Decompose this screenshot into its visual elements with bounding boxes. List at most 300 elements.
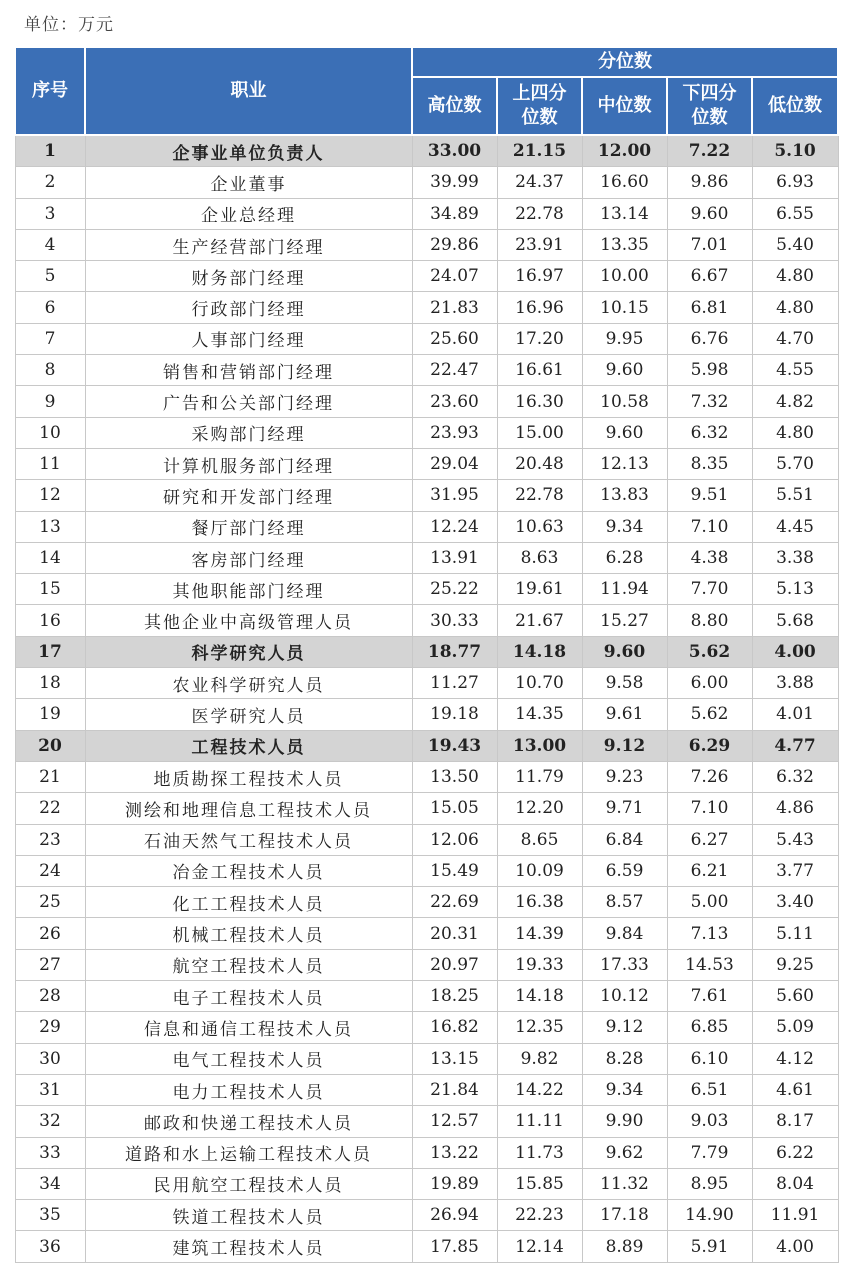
table-row — [15, 1200, 838, 1231]
lower-quartile-cell: 4.38 — [667, 542, 752, 573]
high-cell: 21.84 — [412, 1074, 497, 1105]
low-cell: 3.40 — [752, 887, 838, 918]
lower-quartile-cell: 8.95 — [667, 1168, 752, 1199]
row-index-cell: 25 — [15, 887, 85, 918]
upper-quartile-cell: 15.00 — [497, 417, 582, 448]
row-index-cell: 27 — [15, 949, 85, 980]
row-index-cell: 23 — [15, 824, 85, 855]
median-cell: 13.83 — [582, 480, 667, 511]
unit-label: 单位：万元 — [24, 15, 114, 35]
table-row — [15, 824, 838, 855]
median-cell: 9.60 — [582, 355, 667, 386]
occupation-cell: 化工工程技术人员 — [85, 887, 412, 918]
occupation-cell: 研究和开发部门经理 — [85, 480, 412, 511]
lower-quartile-cell: 6.10 — [667, 1043, 752, 1074]
median-cell: 9.12 — [582, 1012, 667, 1043]
occupation-cell: 客房部门经理 — [85, 542, 412, 573]
row-index-cell: 28 — [15, 981, 85, 1012]
median-cell: 8.28 — [582, 1043, 667, 1074]
median-cell: 9.60 — [582, 636, 667, 667]
low-cell: 4.00 — [752, 1231, 838, 1262]
low-cell: 4.70 — [752, 323, 838, 354]
upper-quartile-cell: 19.33 — [497, 949, 582, 980]
high-cell: 29.04 — [412, 448, 497, 479]
header-upper-quartile-label: 上四分位数 — [512, 83, 567, 128]
row-index-cell: 29 — [15, 1012, 85, 1043]
upper-quartile-cell: 14.18 — [497, 636, 582, 667]
low-cell: 4.12 — [752, 1043, 838, 1074]
median-cell: 10.58 — [582, 386, 667, 417]
row-index-cell: 12 — [15, 480, 85, 511]
median-cell: 9.61 — [582, 699, 667, 730]
lower-quartile-cell: 7.22 — [667, 135, 752, 167]
lower-quartile-cell: 7.13 — [667, 918, 752, 949]
table-row — [15, 1137, 838, 1168]
occupation-cell: 广告和公关部门经理 — [85, 386, 412, 417]
lower-quartile-cell: 9.60 — [667, 198, 752, 229]
occupation-cell: 企业董事 — [85, 167, 412, 198]
upper-quartile-cell: 22.78 — [497, 198, 582, 229]
row-index-cell: 32 — [15, 1106, 85, 1137]
row-index-cell: 16 — [15, 605, 85, 636]
lower-quartile-cell: 6.32 — [667, 417, 752, 448]
low-cell: 5.11 — [752, 918, 838, 949]
upper-quartile-cell: 11.73 — [497, 1137, 582, 1168]
median-cell: 9.60 — [582, 417, 667, 448]
occupation-cell: 机械工程技术人员 — [85, 918, 412, 949]
median-cell: 9.23 — [582, 761, 667, 792]
median-cell: 9.90 — [582, 1106, 667, 1137]
high-cell: 19.43 — [412, 730, 497, 761]
row-index-cell: 8 — [15, 355, 85, 386]
low-cell: 8.17 — [752, 1106, 838, 1137]
table-row — [15, 355, 838, 386]
lower-quartile-cell: 7.10 — [667, 511, 752, 542]
occupation-cell: 电力工程技术人员 — [85, 1074, 412, 1105]
table-row — [15, 1168, 838, 1199]
median-cell: 17.18 — [582, 1200, 667, 1231]
upper-quartile-cell: 16.30 — [497, 386, 582, 417]
low-cell: 5.51 — [752, 480, 838, 511]
table-body — [15, 135, 838, 1262]
median-cell: 12.13 — [582, 448, 667, 479]
high-cell: 23.93 — [412, 417, 497, 448]
upper-quartile-cell: 13.00 — [497, 730, 582, 761]
median-cell: 9.95 — [582, 323, 667, 354]
high-cell: 12.57 — [412, 1106, 497, 1137]
row-index-cell: 3 — [15, 198, 85, 229]
occupation-cell: 铁道工程技术人员 — [85, 1200, 412, 1231]
row-index-cell: 11 — [15, 448, 85, 479]
low-cell: 5.43 — [752, 824, 838, 855]
table-row — [15, 1043, 838, 1074]
low-cell: 4.00 — [752, 636, 838, 667]
table-row-category — [15, 730, 838, 761]
occupation-cell: 工程技术人员 — [85, 730, 412, 761]
high-cell: 25.22 — [412, 574, 497, 605]
occupation-cell: 石油天然气工程技术人员 — [85, 824, 412, 855]
header-percentile-group: 分位数 — [412, 47, 838, 77]
low-cell: 3.88 — [752, 668, 838, 699]
upper-quartile-cell: 10.63 — [497, 511, 582, 542]
table-row — [15, 386, 838, 417]
occupation-cell: 电子工程技术人员 — [85, 981, 412, 1012]
header-lower-quartile — [667, 77, 752, 135]
upper-quartile-cell: 8.65 — [497, 824, 582, 855]
lower-quartile-cell: 7.32 — [667, 386, 752, 417]
occupation-cell: 道路和水上运输工程技术人员 — [85, 1137, 412, 1168]
median-cell: 9.34 — [582, 1074, 667, 1105]
low-cell: 6.22 — [752, 1137, 838, 1168]
table-row — [15, 480, 838, 511]
high-cell: 15.49 — [412, 855, 497, 886]
row-index-cell: 1 — [15, 135, 85, 167]
row-index-cell: 35 — [15, 1200, 85, 1231]
upper-quartile-cell: 11.79 — [497, 761, 582, 792]
high-cell: 26.94 — [412, 1200, 497, 1231]
row-index-cell: 13 — [15, 511, 85, 542]
low-cell: 5.10 — [752, 135, 838, 167]
median-cell: 9.34 — [582, 511, 667, 542]
median-cell: 12.00 — [582, 135, 667, 167]
lower-quartile-cell: 14.90 — [667, 1200, 752, 1231]
row-index-cell: 5 — [15, 261, 85, 292]
high-cell: 34.89 — [412, 198, 497, 229]
row-index-cell: 31 — [15, 1074, 85, 1105]
lower-quartile-cell: 5.00 — [667, 887, 752, 918]
high-cell: 25.60 — [412, 323, 497, 354]
salary-percentile-table — [14, 46, 839, 1263]
upper-quartile-cell: 12.20 — [497, 793, 582, 824]
upper-quartile-cell: 10.09 — [497, 855, 582, 886]
row-index-cell: 7 — [15, 323, 85, 354]
median-cell: 11.94 — [582, 574, 667, 605]
high-cell: 39.99 — [412, 167, 497, 198]
upper-quartile-cell: 8.63 — [497, 542, 582, 573]
occupation-cell: 电气工程技术人员 — [85, 1043, 412, 1074]
low-cell: 3.77 — [752, 855, 838, 886]
table-row — [15, 699, 838, 730]
lower-quartile-cell: 8.80 — [667, 605, 752, 636]
table-row — [15, 761, 838, 792]
lower-quartile-cell: 7.61 — [667, 981, 752, 1012]
table-row — [15, 887, 838, 918]
low-cell: 4.01 — [752, 699, 838, 730]
high-cell: 21.83 — [412, 292, 497, 323]
median-cell: 13.14 — [582, 198, 667, 229]
header-low: 低位数 — [752, 77, 838, 135]
row-index-cell: 6 — [15, 292, 85, 323]
lower-quartile-cell: 6.67 — [667, 261, 752, 292]
occupation-cell: 科学研究人员 — [85, 636, 412, 667]
low-cell: 11.91 — [752, 1200, 838, 1231]
upper-quartile-cell: 10.70 — [497, 668, 582, 699]
low-cell: 4.45 — [752, 511, 838, 542]
median-cell: 9.12 — [582, 730, 667, 761]
median-cell: 9.58 — [582, 668, 667, 699]
upper-quartile-cell: 15.85 — [497, 1168, 582, 1199]
row-index-cell: 14 — [15, 542, 85, 573]
high-cell: 19.89 — [412, 1168, 497, 1199]
upper-quartile-cell: 16.97 — [497, 261, 582, 292]
row-index-cell: 21 — [15, 761, 85, 792]
lower-quartile-cell: 6.81 — [667, 292, 752, 323]
high-cell: 19.18 — [412, 699, 497, 730]
upper-quartile-cell: 14.22 — [497, 1074, 582, 1105]
high-cell: 33.00 — [412, 135, 497, 167]
median-cell: 6.28 — [582, 542, 667, 573]
median-cell: 16.60 — [582, 167, 667, 198]
low-cell: 5.70 — [752, 448, 838, 479]
occupation-cell: 冶金工程技术人员 — [85, 855, 412, 886]
median-cell: 9.71 — [582, 793, 667, 824]
table-row — [15, 668, 838, 699]
occupation-cell: 计算机服务部门经理 — [85, 448, 412, 479]
high-cell: 22.69 — [412, 887, 497, 918]
lower-quartile-cell: 6.76 — [667, 323, 752, 354]
low-cell: 4.80 — [752, 292, 838, 323]
lower-quartile-cell: 6.51 — [667, 1074, 752, 1105]
lower-quartile-cell: 6.85 — [667, 1012, 752, 1043]
high-cell: 22.47 — [412, 355, 497, 386]
upper-quartile-cell: 17.20 — [497, 323, 582, 354]
median-cell: 10.00 — [582, 261, 667, 292]
table-row — [15, 198, 838, 229]
row-index-cell: 26 — [15, 918, 85, 949]
high-cell: 31.95 — [412, 480, 497, 511]
low-cell: 4.86 — [752, 793, 838, 824]
upper-quartile-cell: 12.14 — [497, 1231, 582, 1262]
low-cell: 5.13 — [752, 574, 838, 605]
occupation-cell: 民用航空工程技术人员 — [85, 1168, 412, 1199]
low-cell: 3.38 — [752, 542, 838, 573]
table-row — [15, 1012, 838, 1043]
occupation-cell: 餐厅部门经理 — [85, 511, 412, 542]
occupation-cell: 财务部门经理 — [85, 261, 412, 292]
median-cell: 17.33 — [582, 949, 667, 980]
header-median: 中位数 — [582, 77, 667, 135]
table-row — [15, 261, 838, 292]
row-index-cell: 30 — [15, 1043, 85, 1074]
upper-quartile-cell: 21.15 — [497, 135, 582, 167]
high-cell: 24.07 — [412, 261, 497, 292]
table-row — [15, 855, 838, 886]
upper-quartile-cell: 19.61 — [497, 574, 582, 605]
occupation-cell: 销售和营销部门经理 — [85, 355, 412, 386]
upper-quartile-cell: 16.61 — [497, 355, 582, 386]
median-cell: 11.32 — [582, 1168, 667, 1199]
lower-quartile-cell: 5.62 — [667, 699, 752, 730]
lower-quartile-cell: 7.01 — [667, 229, 752, 260]
row-index-cell: 20 — [15, 730, 85, 761]
low-cell: 4.77 — [752, 730, 838, 761]
row-index-cell: 15 — [15, 574, 85, 605]
lower-quartile-cell: 5.91 — [667, 1231, 752, 1262]
low-cell: 4.80 — [752, 261, 838, 292]
occupation-cell: 人事部门经理 — [85, 323, 412, 354]
lower-quartile-cell: 9.86 — [667, 167, 752, 198]
upper-quartile-cell: 20.48 — [497, 448, 582, 479]
row-index-cell: 9 — [15, 386, 85, 417]
occupation-cell: 生产经营部门经理 — [85, 229, 412, 260]
occupation-cell: 采购部门经理 — [85, 417, 412, 448]
lower-quartile-cell: 7.70 — [667, 574, 752, 605]
high-cell: 18.25 — [412, 981, 497, 1012]
upper-quartile-cell: 21.67 — [497, 605, 582, 636]
row-index-cell: 24 — [15, 855, 85, 886]
header-lower-quartile-label: 下四分位数 — [682, 83, 737, 128]
row-index-cell: 34 — [15, 1168, 85, 1199]
header-high: 高位数 — [412, 77, 497, 135]
low-cell: 6.32 — [752, 761, 838, 792]
table-row — [15, 323, 838, 354]
median-cell: 6.59 — [582, 855, 667, 886]
upper-quartile-cell: 24.37 — [497, 167, 582, 198]
table-row — [15, 1106, 838, 1137]
occupation-cell: 企业总经理 — [85, 198, 412, 229]
table-row — [15, 167, 838, 198]
table-row-category — [15, 135, 838, 167]
median-cell: 6.84 — [582, 824, 667, 855]
high-cell: 30.33 — [412, 605, 497, 636]
upper-quartile-cell: 16.38 — [497, 887, 582, 918]
median-cell: 8.89 — [582, 1231, 667, 1262]
table-row — [15, 793, 838, 824]
high-cell: 13.50 — [412, 761, 497, 792]
upper-quartile-cell: 9.82 — [497, 1043, 582, 1074]
median-cell: 15.27 — [582, 605, 667, 636]
occupation-cell: 地质勘探工程技术人员 — [85, 761, 412, 792]
low-cell: 5.68 — [752, 605, 838, 636]
table-row — [15, 448, 838, 479]
low-cell: 4.61 — [752, 1074, 838, 1105]
lower-quartile-cell: 5.98 — [667, 355, 752, 386]
upper-quartile-cell: 14.35 — [497, 699, 582, 730]
upper-quartile-cell: 23.91 — [497, 229, 582, 260]
table-row — [15, 417, 838, 448]
lower-quartile-cell: 6.29 — [667, 730, 752, 761]
low-cell: 9.25 — [752, 949, 838, 980]
table-row-category — [15, 636, 838, 667]
median-cell: 10.12 — [582, 981, 667, 1012]
high-cell: 23.60 — [412, 386, 497, 417]
lower-quartile-cell: 7.26 — [667, 761, 752, 792]
row-index-cell: 19 — [15, 699, 85, 730]
low-cell: 4.82 — [752, 386, 838, 417]
table-row — [15, 511, 838, 542]
high-cell: 12.06 — [412, 824, 497, 855]
row-index-cell: 10 — [15, 417, 85, 448]
row-index-cell: 33 — [15, 1137, 85, 1168]
occupation-cell: 建筑工程技术人员 — [85, 1231, 412, 1262]
median-cell: 10.15 — [582, 292, 667, 323]
low-cell: 5.09 — [752, 1012, 838, 1043]
upper-quartile-cell: 16.96 — [497, 292, 582, 323]
table-row — [15, 229, 838, 260]
low-cell: 5.60 — [752, 981, 838, 1012]
table-row — [15, 918, 838, 949]
row-index-cell: 36 — [15, 1231, 85, 1262]
header-upper-quartile — [497, 77, 582, 135]
occupation-cell: 医学研究人员 — [85, 699, 412, 730]
low-cell: 4.80 — [752, 417, 838, 448]
lower-quartile-cell: 6.27 — [667, 824, 752, 855]
median-cell: 9.62 — [582, 1137, 667, 1168]
occupation-cell: 行政部门经理 — [85, 292, 412, 323]
high-cell: 13.91 — [412, 542, 497, 573]
upper-quartile-cell: 12.35 — [497, 1012, 582, 1043]
low-cell: 8.04 — [752, 1168, 838, 1199]
upper-quartile-cell: 14.39 — [497, 918, 582, 949]
low-cell: 6.93 — [752, 167, 838, 198]
lower-quartile-cell: 14.53 — [667, 949, 752, 980]
occupation-cell: 其他职能部门经理 — [85, 574, 412, 605]
occupation-cell: 测绘和地理信息工程技术人员 — [85, 793, 412, 824]
lower-quartile-cell: 6.00 — [667, 668, 752, 699]
high-cell: 11.27 — [412, 668, 497, 699]
table-row — [15, 542, 838, 573]
high-cell: 20.31 — [412, 918, 497, 949]
occupation-cell: 信息和通信工程技术人员 — [85, 1012, 412, 1043]
table-row — [15, 1231, 838, 1262]
high-cell: 17.85 — [412, 1231, 497, 1262]
lower-quartile-cell: 5.62 — [667, 636, 752, 667]
median-cell: 13.35 — [582, 229, 667, 260]
low-cell: 6.55 — [752, 198, 838, 229]
table-row — [15, 1074, 838, 1105]
low-cell: 5.40 — [752, 229, 838, 260]
low-cell: 4.55 — [752, 355, 838, 386]
occupation-cell: 企事业单位负责人 — [85, 135, 412, 167]
high-cell: 29.86 — [412, 229, 497, 260]
occupation-cell: 邮政和快递工程技术人员 — [85, 1106, 412, 1137]
lower-quartile-cell: 9.51 — [667, 480, 752, 511]
high-cell: 20.97 — [412, 949, 497, 980]
row-index-cell: 2 — [15, 167, 85, 198]
table-row — [15, 949, 838, 980]
median-cell: 8.57 — [582, 887, 667, 918]
high-cell: 13.22 — [412, 1137, 497, 1168]
high-cell: 12.24 — [412, 511, 497, 542]
upper-quartile-cell: 14.18 — [497, 981, 582, 1012]
lower-quartile-cell: 6.21 — [667, 855, 752, 886]
high-cell: 13.15 — [412, 1043, 497, 1074]
median-cell: 9.84 — [582, 918, 667, 949]
upper-quartile-cell: 22.23 — [497, 1200, 582, 1231]
occupation-cell: 其他企业中高级管理人员 — [85, 605, 412, 636]
occupation-cell: 农业科学研究人员 — [85, 668, 412, 699]
upper-quartile-cell: 11.11 — [497, 1106, 582, 1137]
row-index-cell: 17 — [15, 636, 85, 667]
lower-quartile-cell: 8.35 — [667, 448, 752, 479]
lower-quartile-cell: 9.03 — [667, 1106, 752, 1137]
header-index: 序号 — [15, 47, 85, 135]
lower-quartile-cell: 7.10 — [667, 793, 752, 824]
row-index-cell: 4 — [15, 229, 85, 260]
header-occupation: 职业 — [85, 47, 412, 135]
table-row — [15, 981, 838, 1012]
high-cell: 16.82 — [412, 1012, 497, 1043]
table-row — [15, 605, 838, 636]
high-cell: 15.05 — [412, 793, 497, 824]
high-cell: 18.77 — [412, 636, 497, 667]
table-row — [15, 574, 838, 605]
occupation-cell: 航空工程技术人员 — [85, 949, 412, 980]
table-row — [15, 292, 838, 323]
lower-quartile-cell: 7.79 — [667, 1137, 752, 1168]
row-index-cell: 22 — [15, 793, 85, 824]
row-index-cell: 18 — [15, 668, 85, 699]
